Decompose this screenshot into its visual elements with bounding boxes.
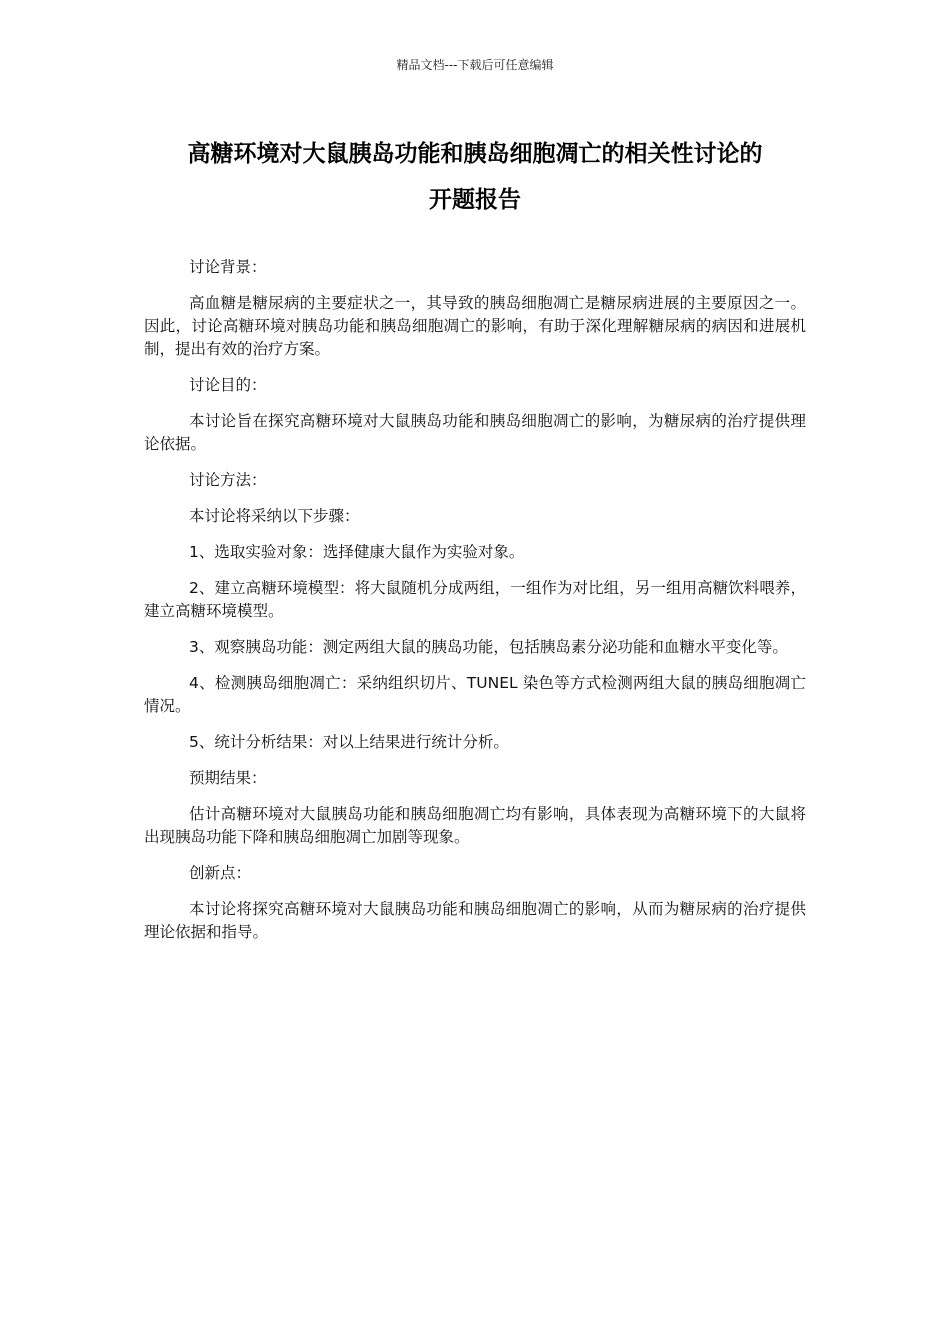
section-heading-purpose: 讨论目的： [189,376,267,394]
method-step-1: 1、选取实验对象：选择健康大鼠作为实验对象。 [189,543,525,561]
paragraph-innovation: 本讨论将探究高糖环境对大鼠胰岛功能和胰岛细胞凋亡的影响，从而为糖尿病的治疗提供理论依据和指导。 [144,900,806,941]
method-step-5: 5、统计分析结果：对以上结果进行统计分析。 [189,733,509,751]
section-heading-method: 讨论方法： [189,471,267,489]
method-step-2: 2、建立高糖环境模型：将大鼠随机分成两组，一组作为对比组，另一组用高糖饮料喂养，建立高糖环境模型。 [144,579,806,620]
paragraph-method-intro: 本讨论将采纳以下步骤： [189,507,360,525]
method-step-4: 4、检测胰岛细胞凋亡：采纳组织切片、TUNEL 染色等方式检测两组大鼠的胰岛细胞凋亡情况。 [144,674,806,715]
paragraph-background: 高血糖是糖尿病的主要症状之一，其导致的胰岛细胞凋亡是糖尿病进展的主要原因之一。因此，讨论高糖环境对胰岛功能和胰岛细胞凋亡的影响，有助于深化理解糖尿病的病因和进展机制，提出有效的治疗方案。 [144,294,806,358]
page-header: 精品文档---下载后可任意编辑 [396,58,554,72]
section-heading-background: 讨论背景： [189,258,267,276]
document-body [144,256,806,957]
document-title [120,131,830,223]
paragraph-purpose: 本讨论旨在探究高糖环境对大鼠胰岛功能和胰岛细胞凋亡的影响，为糖尿病的治疗提供理论依据。 [144,412,806,453]
title-line-2: 开题报告 [429,187,521,213]
method-step-3: 3、观察胰岛功能：测定两组大鼠的胰岛功能，包括胰岛素分泌功能和血糖水平变化等。 [189,638,788,656]
title-line-1: 高糖环境对大鼠胰岛功能和胰岛细胞凋亡的相关性讨论的 [187,141,763,167]
section-heading-innovation: 创新点： [189,864,252,882]
section-heading-expected-results: 预期结果： [189,769,267,787]
paragraph-expected-results: 估计高糖环境对大鼠胰岛功能和胰岛细胞凋亡均有影响，具体表现为高糖环境下的大鼠将出现胰岛功能下降和胰岛细胞凋亡加剧等现象。 [144,805,806,846]
